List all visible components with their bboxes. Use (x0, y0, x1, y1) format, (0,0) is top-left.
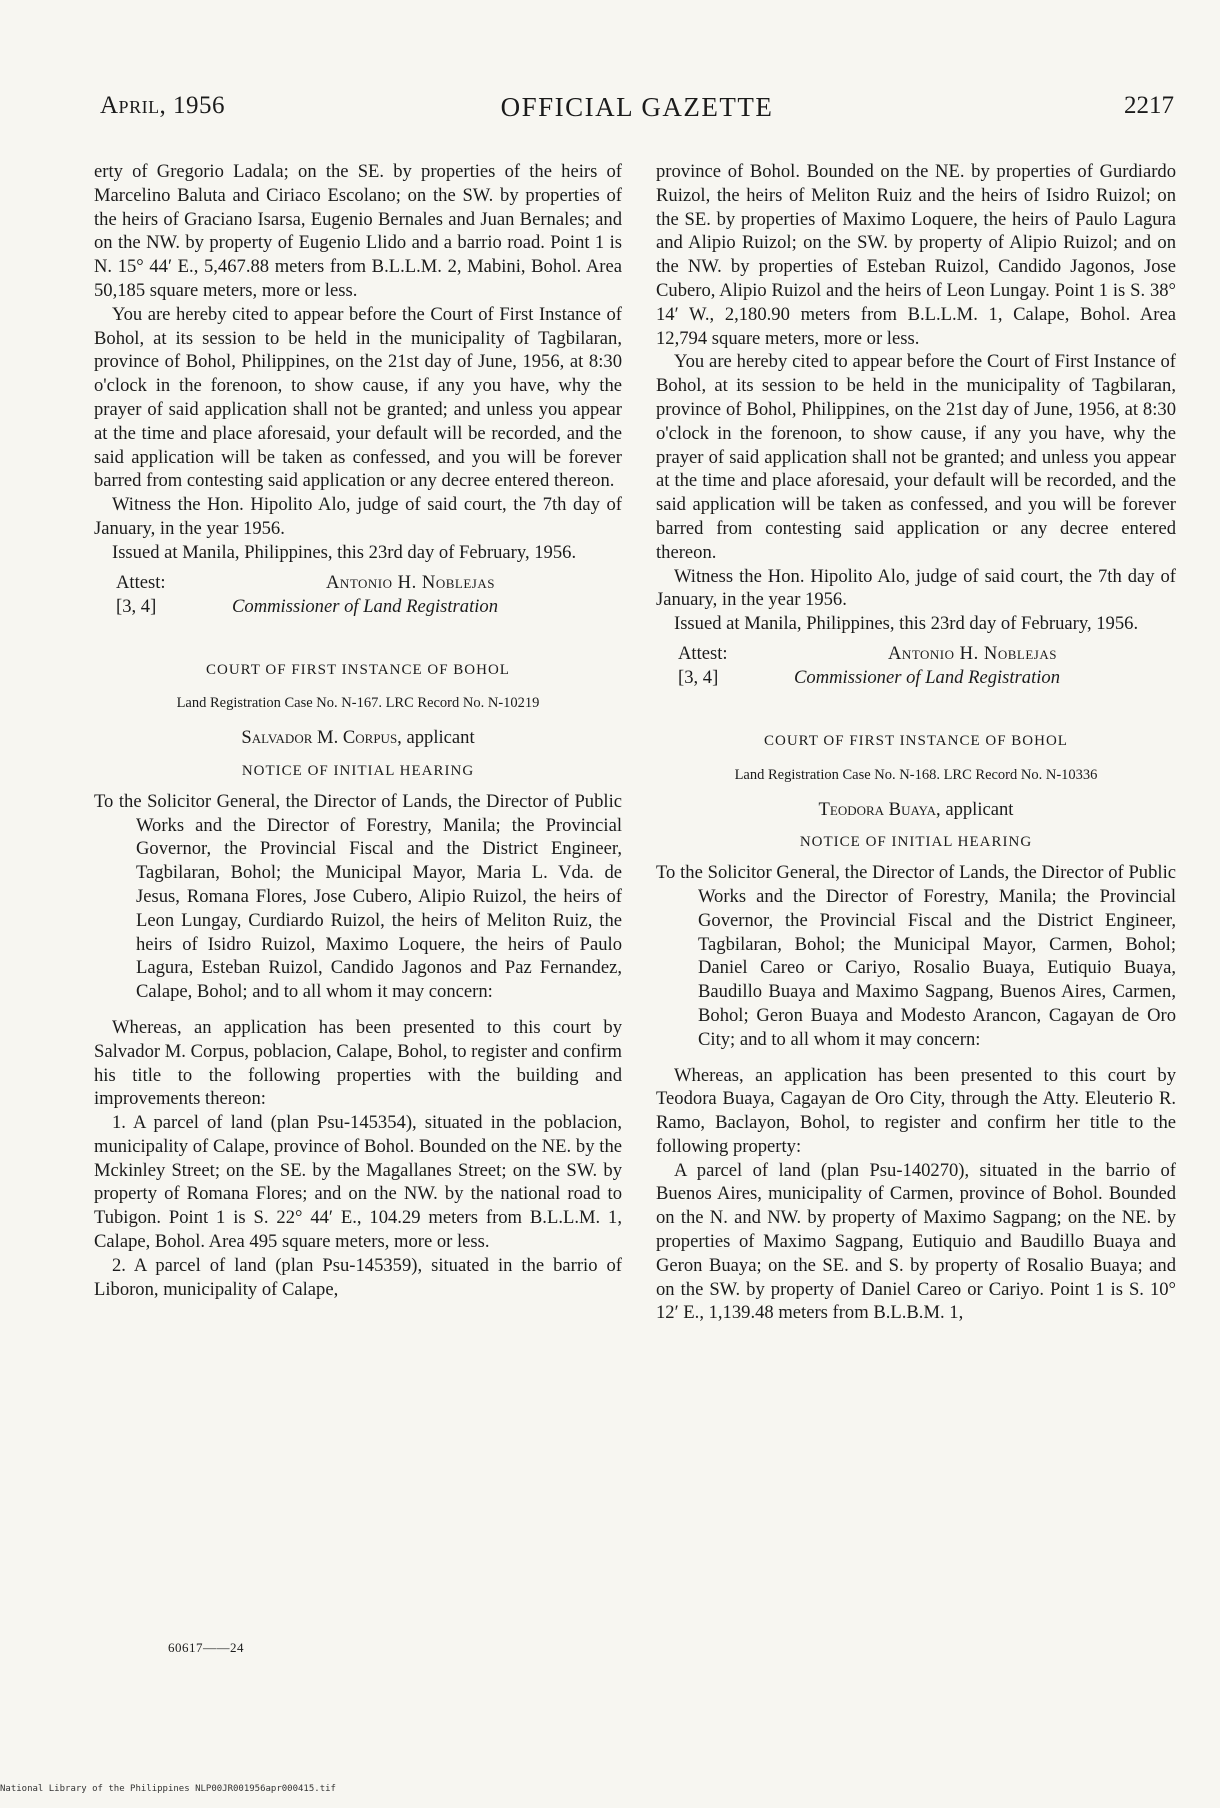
applicant-line (656, 798, 1176, 822)
parcel-1-paragraph: 1. A parcel of land (plan Psu-145354), situated in the poblacion, municipality of Calape, province of Bohol. Bounded on the NE. by the Mckinley Street; on the SE. by the Magallanes Street; on the SW. by property of Romana Flores; and on the NW. by the national road to Tubigon. Point 1 is S. 22° 44′ E., 104.29 meters from B.L.L.M. 1, Calape, Bohol. Area 495 square meters, more or less. (94, 1112, 622, 1253)
print-code: 60617——24 (168, 1640, 244, 1655)
case-line: Land Registration Case No. N-168. LRC Record No. N-10336 (734, 766, 1098, 783)
continued-paragraph: erty of Gregorio Ladala; on the SE. by properties of the heirs of Marcelino Baluta and Ciriaco Escolano; on the SW. by properties of the heirs of Graciano Isarsa, Eugenio Bernales and Juan Bernales; and on the NW. by property of Eugenio Llido and a barrio road. Point 1 is N. 15° 44′ E., 5,467.88 meters from B.L.L.M. 2, Mabini, Bohol. Area 50,185 square meters, more or less. (94, 161, 622, 301)
issued-paragraph: Issued at Manila, Philippines, this 23rd day of February, 1956. (674, 613, 1139, 635)
parcel-2-paragraph: 2. A parcel of land (plan Psu-145359), situated in the barrio of Liboron, municipality of Calape, (94, 1254, 622, 1300)
witness-paragraph: Witness the Hon. Hipolito Alo, judge of said court, the 7th day of January, in the year 1956. (656, 565, 1176, 611)
attest-label: Attest: (678, 642, 728, 664)
notice-title: NOTICE OF INITIAL HEARING (799, 834, 1033, 851)
signer-name: Antonio H. Noblejas (326, 571, 495, 593)
applicant-line (94, 726, 622, 750)
section-heading: COURT OF FIRST INSTANCE OF BOHOL (764, 732, 1068, 749)
issue-bracket: [3, 4] (116, 595, 157, 617)
issue-date: April, 1956 (100, 92, 226, 119)
signature-block (94, 571, 622, 619)
citation-paragraph: You are hereby cited to appear before the Court of First Instance of Bohol, at its session to be held in the municipality of Tagbilaran, province of Bohol, Philippines, on the 21st day of June, 1956, at 8:30 o'clock in the forenoon, to show cause, if any you have, why the prayer of said application shall not be granted; and unless you appear at the time and place aforesaid, your default will be recorded, and the said application will be taken as confessed, and you will be forever barred from contesting said application or any decree entered thereon. (656, 351, 1176, 563)
continued-paragraph: province of Bohol. Bounded on the NE. by properties of Gurdiardo Ruizol, the heirs of Meliton Ruiz and the heirs of Isidro Ruizol; on the SE. by properties of Maximo Loquere, the heirs of Paulo Lagura and Alipio Ruizol; on the SW. by property of Alipio Ruizol; and on the NW. by properties of Esteban Ruizol, Candido Jagonos, Jose Cubero, Alipio Ruizol and the heirs of Leon Lungay. Point 1 is S. 38° 14′ W., 2,180.90 meters from B.L.L.M. 1, Calape, Bohol. Area 12,794 square meters, more or less. (656, 161, 1176, 349)
left-column (94, 160, 622, 1301)
applicant-suffix: , applicant (397, 727, 475, 749)
notice-title: NOTICE OF INITIAL HEARING (241, 762, 475, 779)
addressee-paragraph: To the Solicitor General, the Director of Lands, the Director of Public Works and the Director of Forestry, Manila; the Provincial Governor, the Provincial Fiscal and the District Engineer, Tagbilaran, Bohol; the Municipal Mayor, Maria L. Vda. de Jesus, Romana Flores, Jose Cubero, Alipio Ruizol, the heirs of Leon Lungay, Curdiardo Ruizol, the heirs of Meliton Ruiz, the heirs of Isidro Ruizol, Maximo Loquere, the heirs of Paulo Lagura, Esteban Ruizol, Candido Jagonos and Paz Fernandez, Calape, Bohol; and to all whom it may concern: (94, 790, 622, 1003)
applicant-name: Salvador M. Corpus (241, 727, 398, 749)
issue-bracket: [3, 4] (678, 666, 719, 688)
page-number: 2217 (1124, 92, 1174, 119)
attest-label: Attest: (116, 571, 166, 593)
right-column (656, 160, 1176, 1325)
signer-name: Antonio H. Noblejas (888, 642, 1057, 664)
scan-footer: National Library of the Philippines NLP00JR001956apr000415.tif (0, 1784, 336, 1794)
signer-title: Commissioner of Land Registration (232, 595, 499, 617)
signature-block (656, 642, 1176, 690)
parcel-paragraph: A parcel of land (plan Psu-140270), situated in the barrio of Buenos Aires, municipality of Carmen, province of Bohol. Bounded on the N. and NW. by property of Maximo Sagpang; on the NE. by properties of Maximo Sagpang, Eutiquio and Baudillo Buaya and Geron Buaya; on the SE. and S. by property of Rosalio Buaya; and on the SW. by property of Daniel Careo or Cariyo. Point 1 is S. 10° 12′ E., 1,139.48 meters from B.L.B.M. 1, (656, 1159, 1176, 1324)
applicant-name: Teodora Buaya (818, 798, 937, 820)
case-line: Land Registration Case No. N-167. LRC Record No. N-10219 (176, 695, 540, 712)
publication-title: OFFICIAL GAZETTE (500, 92, 774, 122)
page-header (100, 92, 1174, 126)
applicant-suffix: , applicant (936, 798, 1014, 820)
whereas-paragraph: Whereas, an application has been presented to this court by Salvador M. Corpus, poblacion, Calape, Bohol, to register and confirm his title to the following properties with the building and improvements thereon: (94, 1016, 622, 1110)
section-heading: COURT OF FIRST INSTANCE OF BOHOL (206, 661, 510, 678)
citation-paragraph: You are hereby cited to appear before the Court of First Instance of Bohol, at its session to be held in the municipality of Tagbilaran, province of Bohol, Philippines, on the 21st day of June, 1956, at 8:30 o'clock in the forenoon, to show cause, if any you have, why the prayer of said application shall not be granted; and unless you appear at the time and place aforesaid, your default will be recorded, and the said application will be taken as confessed, and you will be forever barred from contesting said application or any decree entered thereon. (94, 303, 622, 492)
signer-title: Commissioner of Land Registration (794, 666, 1061, 688)
whereas-paragraph: Whereas, an application has been presented to this court by Teodora Buaya, Cagayan de Oro City, through the Atty. Eleuterio R. Ramo, Baclayon, Bohol, to register and confirm her title to the following property: (656, 1064, 1176, 1157)
addressee-paragraph: To the Solicitor General, the Director of Lands, the Director of Public Works and the Director of Forestry, Manila; the Provincial Governor, the Provincial Fiscal and the District Engineer, Tagbilaran, Bohol; the Municipal Mayor, Carmen, Bohol; Daniel Careo or Cariyo, Rosalio Buaya, Eutiquio Buaya, Baudillo Buaya and Maximo Sagpang, Buenos Aires, Carmen, Bohol; Geron Buaya and Modesto Arancon, Cagayan de Oro City; and to all whom it may concern: (656, 862, 1176, 1050)
witness-paragraph: Witness the Hon. Hipolito Alo, judge of said court, the 7th day of January, in the year 1956. (94, 494, 622, 539)
issued-paragraph: Issued at Manila, Philippines, this 23rd day of February, 1956. (112, 541, 577, 563)
